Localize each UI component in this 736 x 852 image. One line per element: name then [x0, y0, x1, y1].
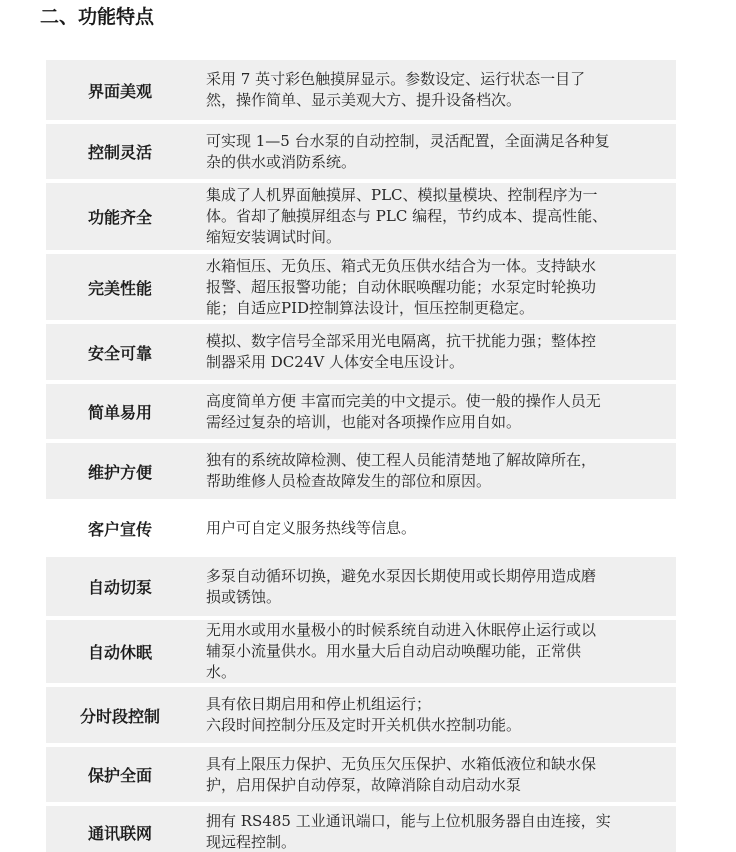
feature-row [46, 687, 676, 743]
feature-row [46, 620, 676, 683]
feature-row [46, 747, 676, 802]
feature-label: 维护方便 [87, 462, 152, 482]
feature-label: 自动切泵 [87, 578, 152, 597]
feature-label: 安全可靠 [87, 343, 152, 363]
section-title: 二、功能特点 [40, 6, 155, 28]
feature-label: 功能齐全 [87, 208, 152, 227]
feature-row [46, 324, 676, 380]
feature-label: 客户宣传 [87, 519, 152, 539]
feature-description: 用户可自定义服务热线等信息。 [206, 518, 417, 537]
feature-row [46, 557, 676, 616]
feature-description: 水箱恒压、无负压、箱式无负压供水结合为一体。支持缺水 报警、超压报警功能；自动休眠唤醒功能；水泵定时轮换功 能；自适应PID控制算法设计，恒压控制更稳定。 [206, 256, 597, 317]
feature-label: 分时段控制 [79, 706, 160, 726]
feature-row [46, 60, 676, 120]
feature-description: 多泵自动循环切换，避免水泵因长期使用或长期停用造成磨 损或锈蚀。 [206, 566, 597, 606]
features-table [46, 60, 676, 852]
feature-label: 完美性能 [87, 278, 152, 298]
feature-description: 拥有 RS485 工业通讯端口，能与上位机服务器自由连接，实 现远程控制。 [206, 812, 611, 851]
feature-row [46, 503, 676, 553]
feature-row [46, 806, 676, 852]
feature-row [46, 384, 676, 439]
feature-label: 控制灵活 [87, 143, 152, 162]
feature-label: 简单易用 [87, 403, 152, 422]
feature-row [46, 443, 676, 499]
feature-label: 通讯联网 [87, 823, 152, 843]
feature-description: 具有上限压力保护、无负压欠压保护、水箱低液位和缺水保 护，启用保护自动停泵，故障消除自动启动水泵 [206, 754, 597, 794]
feature-description: 具有依日期启用和停止机组运行； 六段时间控制分压及定时开关机供水控制功能。 [206, 695, 522, 734]
feature-description: 无用水或用水量极小的时候系统自动进入休眠停止运行或以 辅泵小流量供水。用水量大后自动启动唤醒功能，正常供 水。 [206, 621, 597, 681]
feature-label: 保护全面 [87, 766, 152, 785]
feature-label: 界面美观 [87, 81, 152, 101]
feature-row [46, 124, 676, 179]
feature-description: 独有的系统故障检测、使工程人员能清楚地了解故障所在， 帮助维修人员检查故障发生的部位和原因。 [206, 451, 597, 490]
feature-description: 高度简单方便 丰富而完美的中文提示。使一般的操作人员无 需经过复杂的培训，也能对各项操作应用自如。 [206, 391, 601, 431]
feature-description: 采用 7 英寸彩色触摸屏显示。参数设定、运行状态一目了 然，操作简单、显示美观大方、提升设备档次。 [206, 70, 586, 109]
feature-row [46, 183, 676, 250]
feature-description: 集成了人机界面触摸屏、PLC、模拟量模块、控制程序为一 体。省却了触摸屏组态与 PLC 编程，节约成本、提高性能、 缩短安装调试时间。 [206, 186, 608, 246]
feature-label: 自动休眠 [87, 643, 152, 662]
feature-description: 可实现 1—5 台水泵的自动控制，灵活配置，全面满足各种复 杂的供水或消防系统。 [206, 131, 610, 171]
feature-row [46, 254, 676, 320]
feature-description: 模拟、数字信号全部采用光电隔离，抗干扰能力强；整体控 制器采用 DC24V 人体安全电压设计。 [206, 332, 597, 371]
